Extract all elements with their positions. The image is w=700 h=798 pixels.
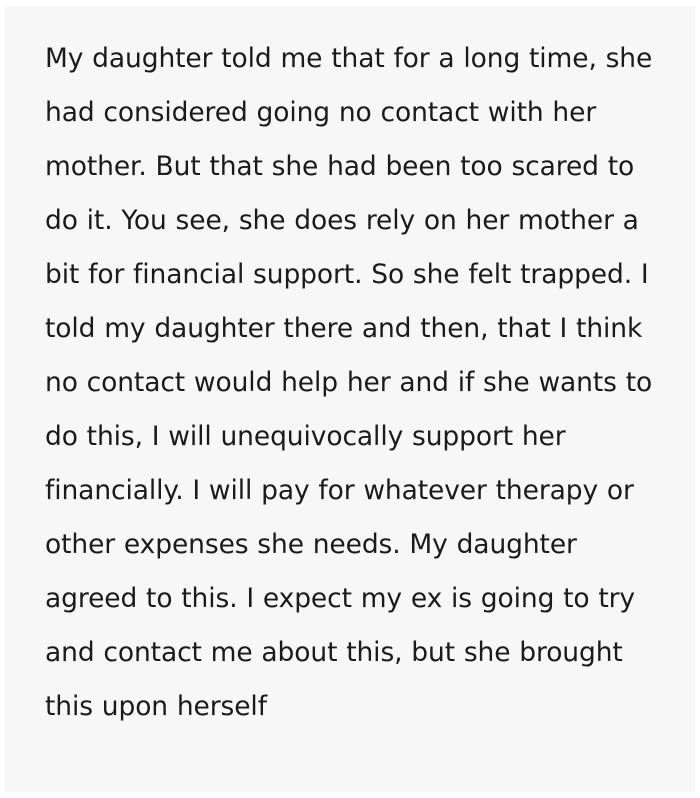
story-paragraph: My daughter told me that for a long time, she had considered going no contact with her mother. But that she had been too scared to do it. You see, she does rely on her mother a bit for financial support. So she felt trapped. I told my daughter there and then, that I think no contact would help her and if she wants to do this, I will unequivocally support her financially. I will pay for whatever therapy or other expenses she needs. My daughter agreed to this. I expect my ex is going to try and contact me about this, but she brought this upon herself	[45, 43, 662, 722]
